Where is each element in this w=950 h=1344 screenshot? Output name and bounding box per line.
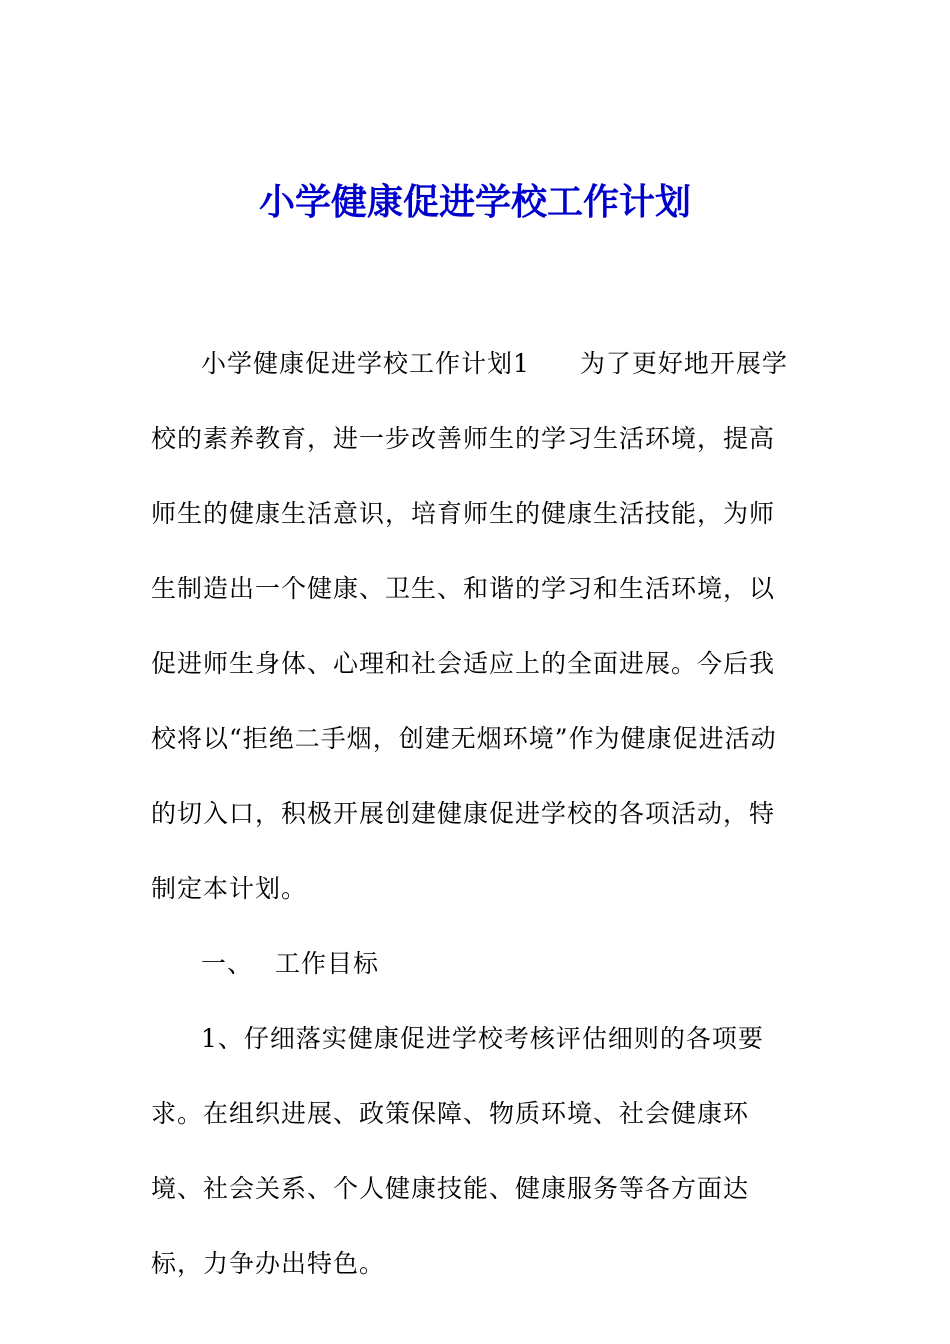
section-one-number: 一、: [201, 949, 254, 978]
intro-heading: 小学健康促进学校工作计划1: [201, 349, 530, 378]
item-one-paragraph: 1、仔细落实健康促进学校考核评估细则的各项要求。在组织进展、政策保障、物质环境、社会健康环境、社会关系、个人健康技能、健康服务等各方面达标，力争办出特色。: [151, 1024, 764, 1278]
document-body: [151, 326, 799, 1301]
section-one-heading: [151, 926, 799, 1001]
intro-text: 为了更好地开展学校的素养教育，进一步改善师生的学习生活环境，提高师生的健康生活意识，培育师生的健康生活技能，为师生制造出一个健康、卫生、和谐的学习和生活环境，以促进师生身体、心理和社会适应上的全面进展。今后我校将以“拒绝二手烟，创建无烟环境”作为健康促进活动的切入口，积极开展创建健康促进学校的各项活动，特制定本计划。: [151, 349, 788, 903]
document-title: 小学健康促进学校工作计划: [258, 181, 691, 223]
section-one-title: 工作目标: [275, 949, 380, 978]
intro-paragraph: [151, 326, 799, 926]
